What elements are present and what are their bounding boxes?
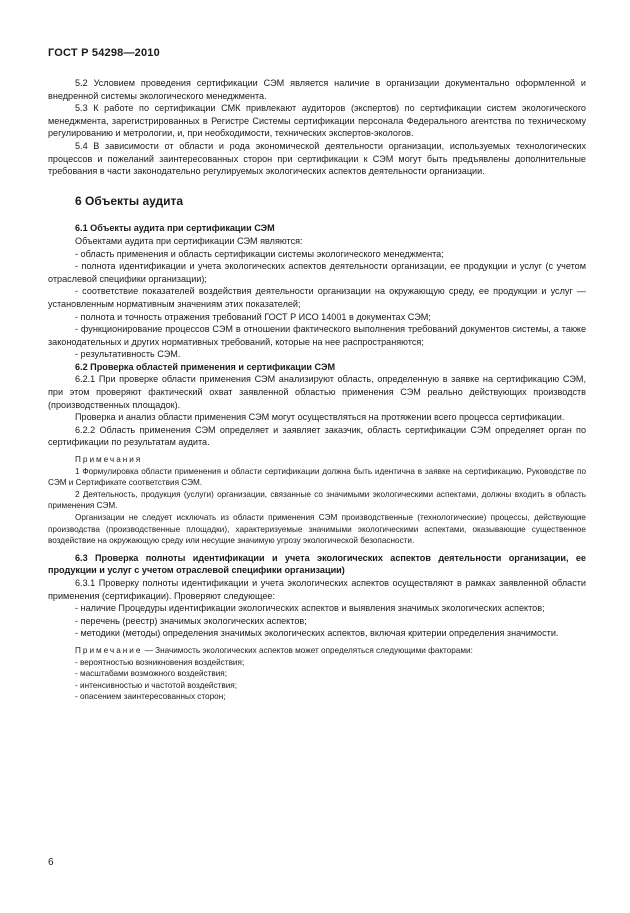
page-number: 6 bbox=[48, 857, 54, 868]
note-list-item: - опасением заинтересованных сторон; bbox=[75, 692, 226, 702]
note-list-item: - интенсивностью и частотой воздействия; bbox=[75, 680, 237, 690]
heading-6-3: 6.3 Проверка полноты идентификации и учета экологических аспектов деятельности организации, ее продукции и услуг с учетом отраслевой специфики организации) bbox=[48, 552, 586, 576]
notes-label: Примечания bbox=[75, 455, 143, 465]
note-1: 1 Формулировка области применения и области сертификации должна быть идентична в заявке на сертификацию, Руководстве по СЭМ и Сертификате соответствия СЭМ. bbox=[48, 466, 586, 488]
list-item: - наличие Процедуры идентификации экологических аспектов и выявления значимых экологических аспектов; bbox=[75, 603, 545, 614]
section-6-title: 6 Объекты аудита bbox=[75, 193, 184, 208]
note-3: Организации не следует исключать из области применения СЭМ производственные (технологические) процессы, действующие производства (производственные площадки), характеризуемые значимыми экологическими аспектами, оказывающие существенное воздействие на окружающую среду или несущие значимую угрозу экологической безопасности. bbox=[48, 513, 586, 546]
paragraph-5-3: 5.3 К работе по сертификации СМК привлекают аудиторов (экспертов) по сертификации систем экологического менеджмента, зарегистрированных в Регистре Системы сертификации персонала Федерального агентства по техническому регулированию и метрологии, и, при необходимости, технических экспертов-экологов. bbox=[48, 103, 586, 139]
heading-6-2: 6.2 Проверка областей применения и сертификации СЭМ bbox=[75, 361, 336, 372]
paragraph-5-2: 5.2 Условием проведения сертификации СЭМ является наличие в организации документально оформленной и внедренной системы экологического менеджмента. bbox=[48, 78, 586, 101]
paragraph-6-2-1: 6.2.1 При проверке области применения СЭМ анализируют область, определенную в заявке на сертификацию СЭМ, при этом проверяют фактический охват заявленной областью применения СЭМ реально действующих производств (производственных площадок). bbox=[48, 374, 586, 410]
paragraph-6-2-1b: Проверка и анализ области применения СЭМ могут осуществляться на протяжении всего процесса сертификации. bbox=[75, 412, 565, 423]
note-4-label: Примечание bbox=[75, 645, 143, 655]
paragraph-5-4: 5.4 В зависимости от области и рода экономической деятельности организации, используемых технологических процессов и пожеланий заинтересованных сторон при сертификации к СЭМ могут быть предъявлены дополнительные требования в части законодательно регулируемых экологических аспектов деятельности организации. bbox=[48, 140, 586, 177]
document-body bbox=[48, 77, 586, 703]
paragraph-6-1-intro: Объектами аудита при сертификации СЭМ являются: bbox=[75, 235, 303, 246]
list-item: - перечень (реестр) значимых экологических аспектов; bbox=[75, 615, 307, 626]
note-list-item: - вероятностью возникновения воздействия; bbox=[75, 657, 245, 667]
note-4-text: — Значимость экологических аспектов может определяться следующими факторами: bbox=[142, 645, 473, 655]
note-2: 2 Деятельность, продукция (услуги) организации, связанные со значимыми экологическими аспектами, должны входить в область применения СЭМ. bbox=[48, 489, 586, 511]
list-item: - область применения и область сертификации системы экологического менеджмента; bbox=[75, 248, 444, 259]
list-item: - результативность СЭМ. bbox=[75, 349, 181, 360]
list-item: - полнота и точность отражения требований ГОСТ Р ИСО 14001 в документах СЭМ; bbox=[75, 311, 431, 322]
document-header: ГОСТ Р 54298—2010 bbox=[48, 47, 160, 59]
note-list-item: - масштабами возможного воздействия; bbox=[75, 669, 228, 679]
list-item: - полнота идентификации и учета экологических аспектов деятельности организации, ее продукции и услуг (с учетом отраслевой специфики организации); bbox=[48, 261, 586, 284]
heading-6-1: 6.1 Объекты аудита при сертификации СЭМ bbox=[75, 223, 275, 234]
list-item: - методики (методы) определения значимых экологических аспектов, включая критерии определения значимости. bbox=[75, 628, 559, 639]
list-item: - соответствие показателей воздействия деятельности организации на окружающую среду, ее продукции и услуг — установленным нормативным значениям этих показателей; bbox=[48, 286, 586, 309]
paragraph-6-2-2: 6.2.2 Область применения СЭМ определяет и заявляет заказчик, область сертификации СЭМ определяет орган по сертификации по результатам аудита. bbox=[48, 424, 586, 448]
list-item: - функционирование процессов СЭМ в отношении фактического выполнения требований документов системы, а также законодательных и других нормативных требований, которые на нее распространяются; bbox=[48, 324, 586, 347]
note-4 bbox=[48, 645, 586, 657]
paragraph-6-3-1: 6.3.1 Проверку полноты идентификации и учета экологических аспектов осуществляют в рамках заявленной области применения (сертификации). Проверяют следующее: bbox=[48, 577, 586, 601]
